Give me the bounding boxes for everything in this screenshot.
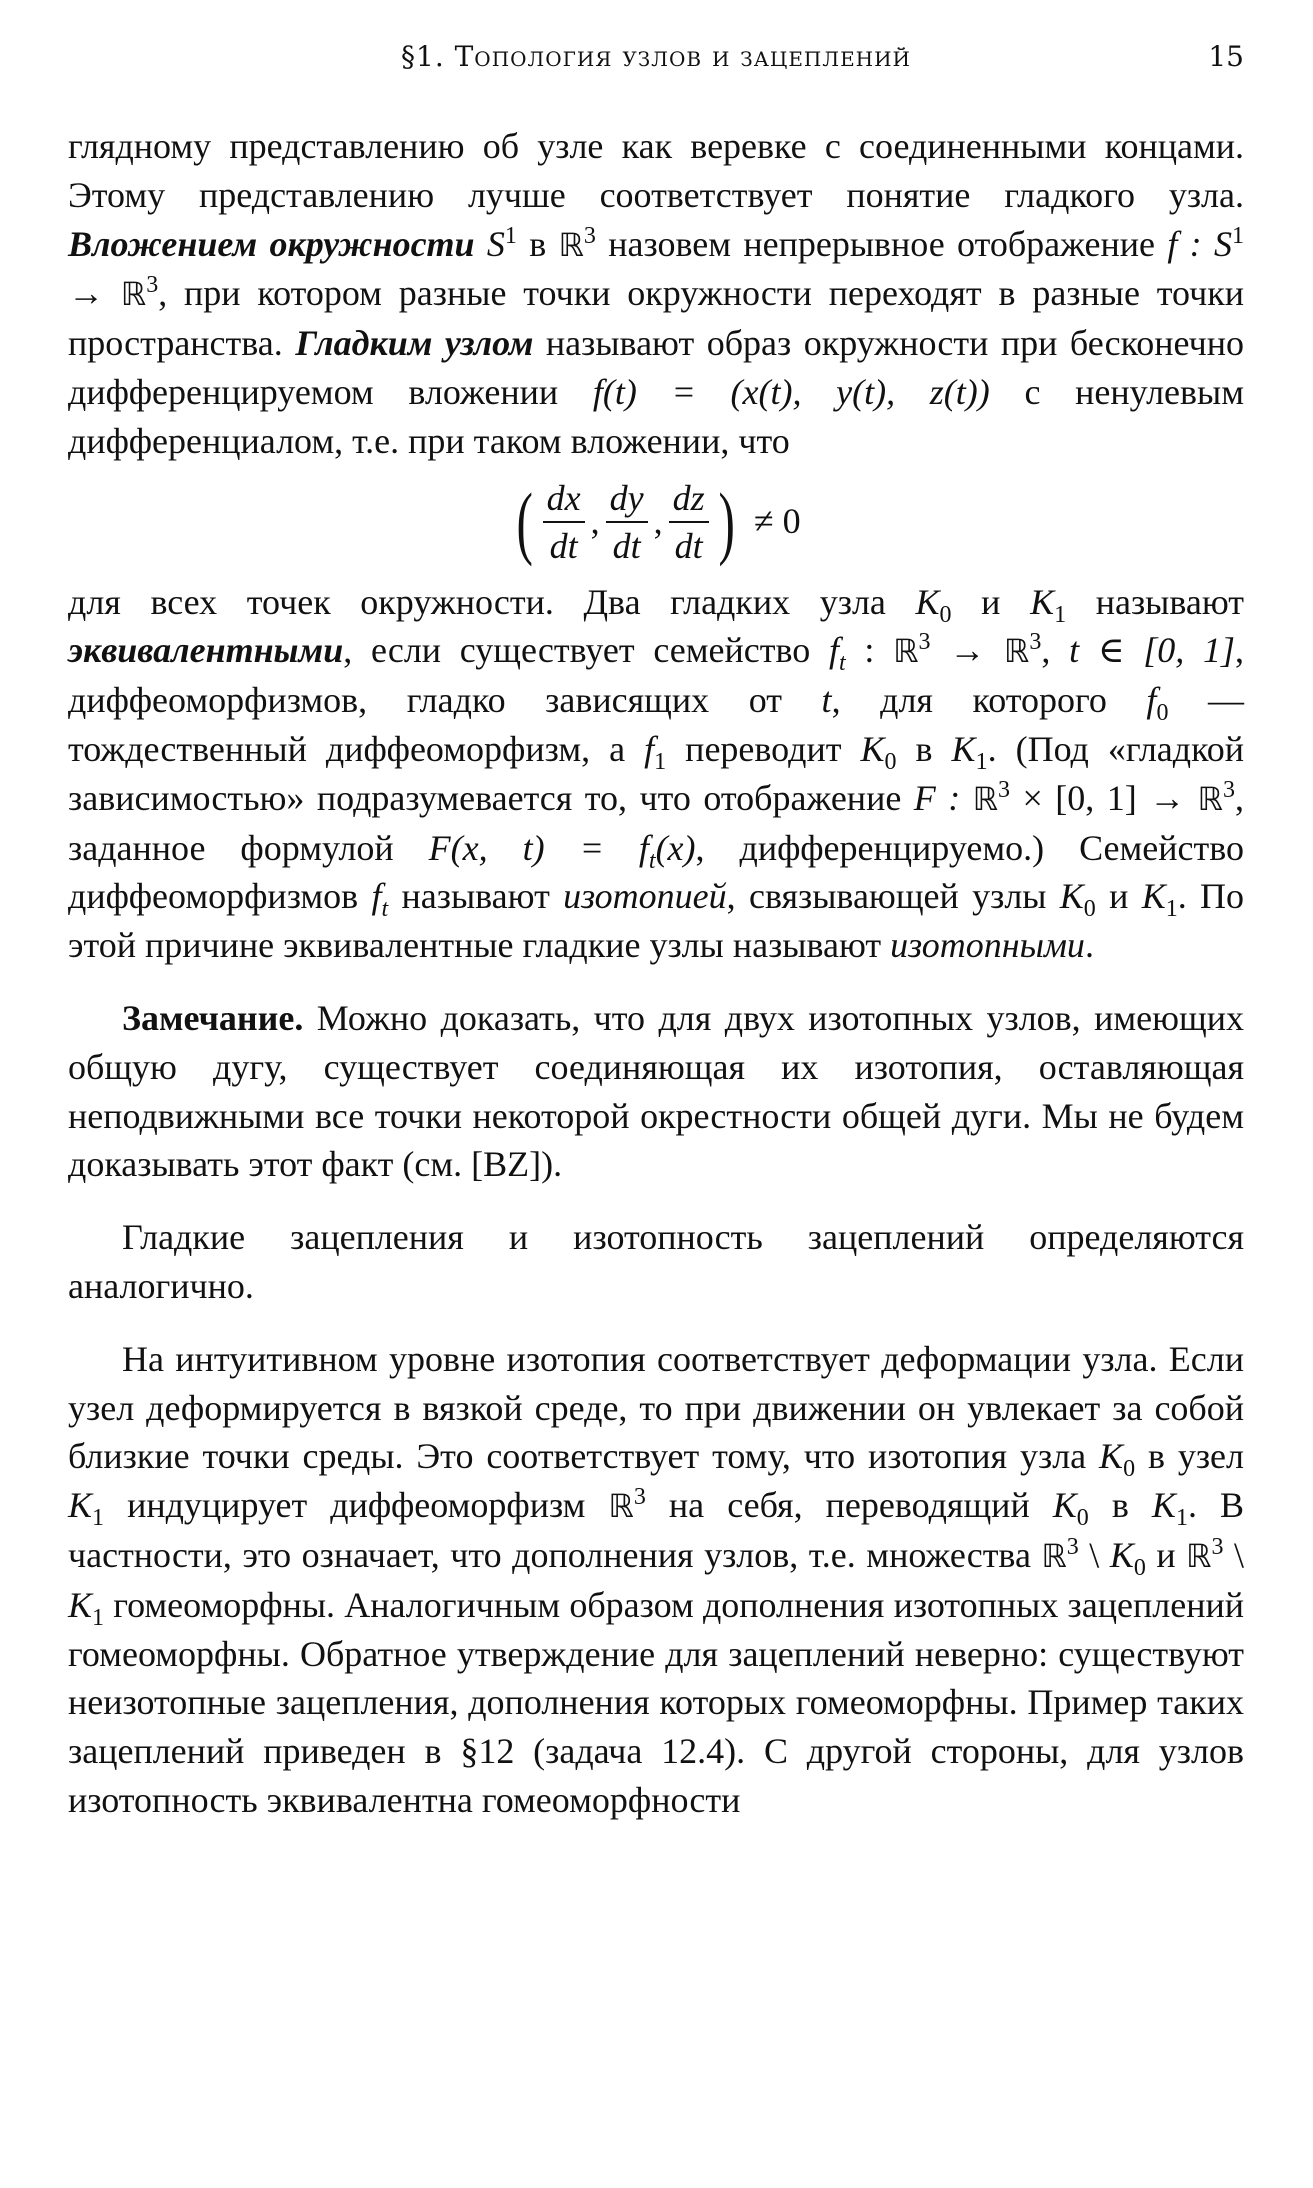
page-number: 15 (1208, 40, 1244, 73)
term-isotopic: изотопными (890, 925, 1085, 966)
fraction-dx-dt: $\frac{dx}{dt}$ (543, 477, 585, 567)
remark-label: Замечание. (122, 997, 304, 1038)
paragraph-equivalence-definition: для всех точек окружности. Два гладких узла $K_0$ и $K_1$ называют эквивалентными, если существует семейство $f_t$ : ℝ$^3$ → ℝ$^3$, t ∈ [0, 1], диффеоморфизмов, гладко зависящих от t, для которого $f_0$ — тождественный диффеоморфизм, а $f_1$ переводит $K_0$ в $K_1$. (Под «гладкой зависимостью» подразумевается то, что отображение F : ℝ$^3$ × [0, 1] → ℝ$^3$, заданное формулой F(x, $t) = f_t(x)$, дифференцируемо.) Семейство диффеоморфизмов $f_t$ называют изотопией, связывающей узлы $K_0$ и $K_1$. По этой причине эквивалентные гладкие узлы называют изотопными. (68, 581, 1245, 966)
book-page (68, 40, 1244, 1825)
term-equivalent: эквивалентными (68, 630, 344, 671)
paragraph-smooth-links: Гладкие зацепления и изотопность зацеплений определяются аналогично. (68, 1217, 1244, 1306)
fraction-dy-dt: $\frac{dy}{dt}$ (606, 477, 648, 567)
term-embedding: Вложением окружности (68, 223, 475, 264)
paragraph-remark: Замечание. Можно доказать, что для двух изотопных узлов, имеющих общую дугу, существует соединяющая их изотопия, оставляющая неподвижными все точки некоторой окрестности общей дуги. Мы не будем доказывать этот факт (см. [BZ]). (68, 997, 1244, 1185)
paragraph-smooth-knot-definition: глядному представлению об узле как веревке с соединенными концами. Этому представлению лучше соответствует понятие гладкого узла. Вложением окружности $S^1$ в ℝ$^3$ назовем непрерывное отображение f : $S^1$ → ℝ$^3$, при котором разные точки окружности переходят в разные точки пространства. Гладким узлом называют образ окружности при бесконечно дифференцируемом вложении f(t) = (x(t), y(t), z(t)) с ненулевым дифференциалом, т.е. при таком вложении, что (68, 126, 1244, 461)
fraction-dz-dt: $\frac{dz}{dt}$ (669, 477, 709, 567)
term-isotopy: изотопией (563, 876, 727, 917)
body-text (68, 122, 1244, 1825)
running-title: §1. Топология узлов и зацеплений (401, 40, 911, 73)
derivative-formula: ( $\frac{dx}{dt}$ , $\frac{dy}{dt}$ , $\frac{dz}{dt}$ ) ≠ 0 (516, 475, 801, 567)
term-smooth-knot: Гладким узлом (295, 323, 534, 364)
paragraph-intuition: На интуитивном уровне изотопия соответствует деформации узла. Если узел деформируется в вязкой среде, то при движении он увлекает за собой близкие точки среды. Это соответствует тому, что изотопия узла $K_0$ в узел $K_1$ индуцирует диффеоморфизм ℝ$^3$ на себя, переводящий $K_0$ в $K_1$. В частности, это означает, что дополнения узлов, т.е. множества ℝ$^3$ \ $K_0$ и ℝ$^3$ \ $K_1$ гомеоморфны. Аналогичным образом дополнения изотопных зацеплений гомеоморфны. Обратное утверждение для зацеплений неверно: существуют неизотопные зацепления, дополнения которых гомеоморфны. Пример таких зацеплений приведен в §12 (задача 12.4). С другой стороны, для узлов изотопность эквивалентна гомеоморфности (68, 1338, 1245, 1820)
running-head (68, 40, 1244, 80)
